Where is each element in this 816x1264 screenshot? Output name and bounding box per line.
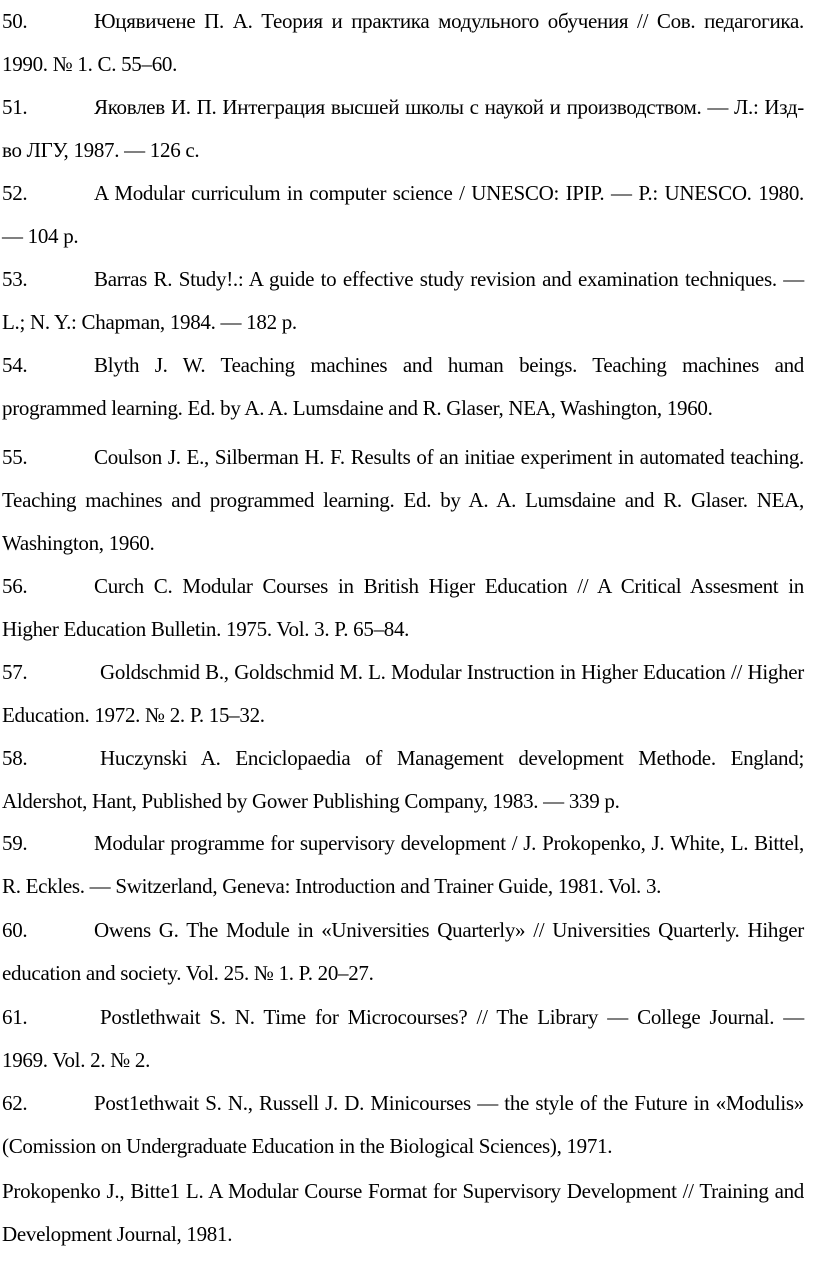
reference-text: Prokopenko J., Bitte1 L. A Modular Course Format for Supervisory Development // Training and Development Journal, 1981. <box>2 1179 804 1246</box>
reference-number: 50. <box>2 9 28 33</box>
reference-item <box>2 0 804 86</box>
reference-item <box>2 86 804 172</box>
reference-text: Barras R. Study!.: A guide to effective study revision and examination techniques. — L.; N. Y.: Chapman, 1984. — 182 p. <box>2 267 804 334</box>
reference-item <box>2 565 804 651</box>
reference-number: 62. <box>2 1091 28 1115</box>
reference-number: 54. <box>2 353 28 377</box>
reference-text: A Modular curriculum in computer science / UNESCO: IPIP. — P.: UNESCO. 1980. — 104 p. <box>2 181 804 248</box>
reference-text: Modular programme for supervisory development / J. Prokopenko, J. White, L. Bittel, R. Eckles. — Switzerland, Geneva: Introduction and Trainer Guide, 1981. Vol. 3. <box>2 831 804 898</box>
reference-text: Curch C. Modular Courses in British Higer Education // A Critical Assesment in Higher Education Bulletin. 1975. Vol. 3. P. 65–84. <box>2 574 804 641</box>
reference-text: Huczynski A. Enciclopaedia of Management development Methode. England; Aldershot, Hant, Published by Gower Publishing Company, 1983. — 339 p. <box>2 746 804 813</box>
reference-text: Postlethwait S. N. Time for Microcourses? // The Library — College Journal. — 1969. Vol. 2. № 2. <box>2 1005 804 1072</box>
reference-item <box>2 258 804 344</box>
reference-number: 59. <box>2 831 28 855</box>
reference-item <box>2 1082 804 1168</box>
reference-text: Юцявичене П. А. Теория и практика модульного обучения // Сов. педагогика. 1990. № 1. С. 55–60. <box>2 9 804 76</box>
reference-item <box>2 822 804 908</box>
reference-item <box>2 996 804 1082</box>
reference-text: Goldschmid B., Goldschmid M. L. Modular Instruction in Higher Education // Higher Education. 1972. № 2. P. 15–32. <box>2 660 804 727</box>
reference-item-unnumbered <box>2 1170 804 1256</box>
reference-number: 51. <box>2 95 28 119</box>
reference-text: Owens G. The Module in «Universities Quarterly» // Universities Quarterly. Hihger education and society. Vol. 25. № 1. P. 20–27. <box>2 918 804 985</box>
reference-item <box>2 436 804 565</box>
reference-number: 60. <box>2 918 28 942</box>
reference-number: 57. <box>2 660 28 684</box>
reference-number: 52. <box>2 181 28 205</box>
reference-number: 55. <box>2 445 28 469</box>
reference-text: Яковлев И. П. Интеграция высшей школы с наукой и производством. — Л.: Изд-во ЛГУ, 1987. — 126 с. <box>2 95 804 162</box>
reference-number: 61. <box>2 1005 28 1029</box>
reference-item <box>2 737 804 823</box>
reference-text: Coulson J. E., Silberman H. F. Results of an initiae experiment in automated teaching. Teaching machines and programmed learning. Ed. by A. A. Lumsdaine and R. Glaser. NEA, Washington, 1960. <box>2 445 804 555</box>
reference-item <box>2 651 804 737</box>
reference-text: Post1ethwait S. N., Russell J. D. Minicourses — the style of the Future in «Modulis» (Comission on Undergraduate Education in the Biological Sciences), 1971. <box>2 1091 804 1158</box>
reference-number: 53. <box>2 267 28 291</box>
reference-number: 58. <box>2 746 28 770</box>
reference-number: 56. <box>2 574 28 598</box>
reference-item <box>2 172 804 258</box>
reference-item <box>2 344 804 430</box>
reference-text: Blyth J. W. Teaching machines and human beings. Teaching machines and programmed learning. Ed. by A. A. Lumsdaine and R. Glaser, NEA, Washington, 1960. <box>2 353 804 420</box>
reference-item <box>2 909 804 995</box>
